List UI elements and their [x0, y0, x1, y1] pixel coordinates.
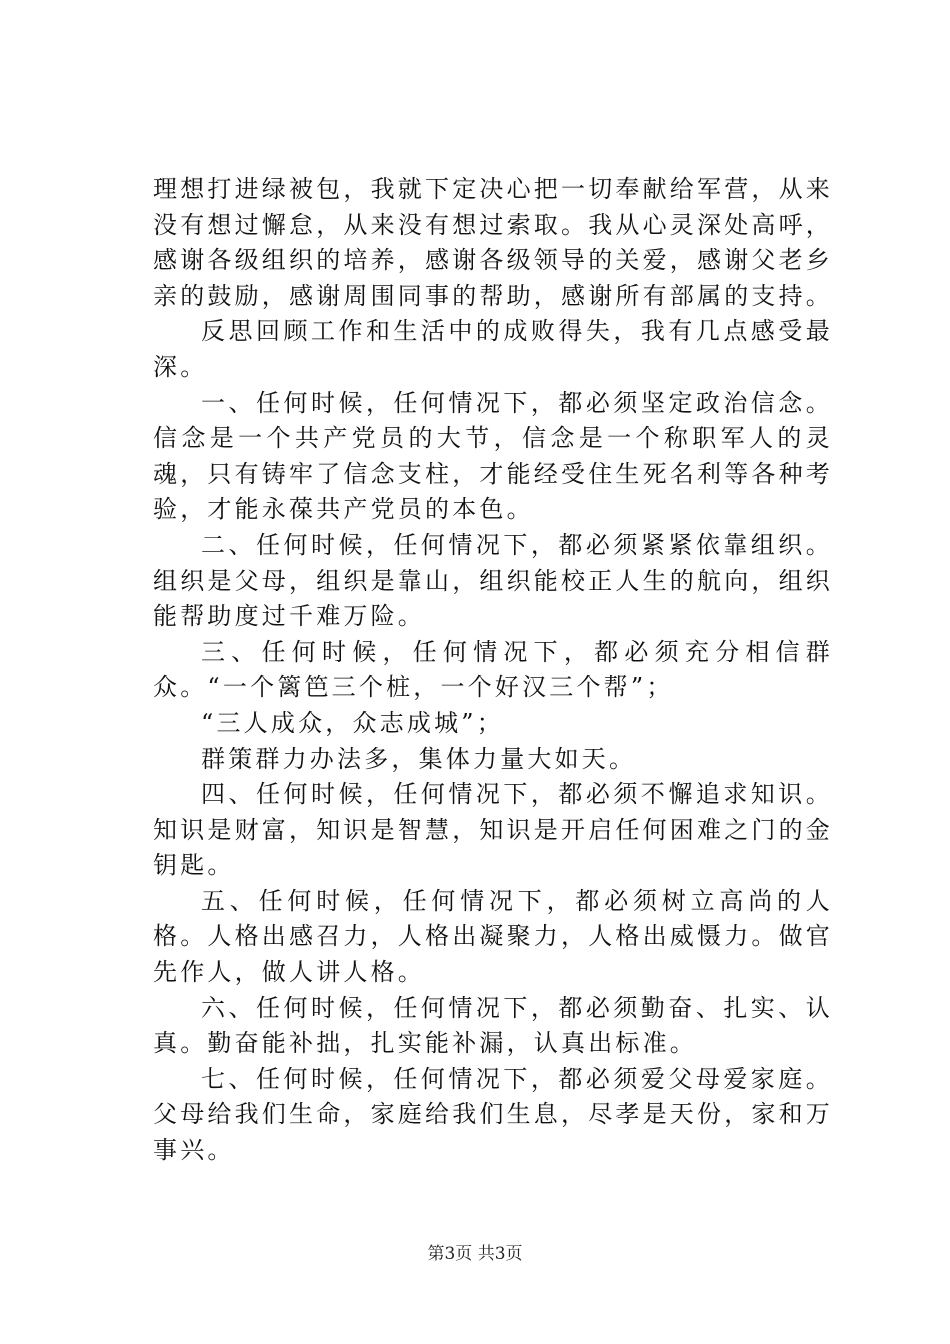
- paragraph-quote: “三人成众，众志成城”；: [201, 708, 504, 737]
- document-body: [153, 172, 833, 1169]
- paragraph-point-1: 一、任何时候，任何情况下，都必须坚定政治信念。信念是一个共产党员的大节，信念是一个称职军人的灵魂，只有铸牢了信念支柱，才能经受住生死名利等各种考验，才能永葆共产党员的本色。: [153, 388, 833, 524]
- paragraph-point-6: 六、任何时候，任何情况下，都必须勤奋、扎实、认真。勤奋能补拙，扎实能补漏，认真出标准。: [153, 993, 833, 1058]
- paragraph-point-7: 七、任何时候，任何情况下，都必须爱父母爱家庭。父母给我们生命，家庭给我们生息，尽孝是天份，家和万事兴。: [153, 1064, 833, 1165]
- paragraph-continuation: 理想打进绿被包，我就下定决心把一切奉献给军营，从来没有想过懈怠，从来没有想过索取。我从心灵深处高呼，感谢各级组织的培养，感谢各级领导的关爱，感谢父老乡亲的鼓励，感谢周围同事的帮助，感谢所有部属的支持。: [153, 175, 833, 310]
- paragraph-point-5: 五、任何时候，任何情况下，都必须树立高尚的人格。人格出感召力，人格出凝聚力，人格出威慑力。做官先作人，做人讲人格。: [153, 886, 833, 987]
- paragraph-point-4: 四、任何时候，任何情况下，都必须不懈追求知识。知识是财富，知识是智慧，知识是开启任何困难之门的金钥匙。: [153, 780, 833, 880]
- paragraph-reflection-intro: 反思回顾工作和生活中的成败得失，我有几点感受最深。: [153, 317, 833, 381]
- paragraph-collective: 群策群力办法多，集体力量大如天。: [201, 744, 637, 773]
- page-number-footer: 第3页 共3页: [427, 1244, 523, 1264]
- paragraph-point-2: 二、任何时候，任何情况下，都必须紧紧依靠组织。组织是父母，组织是靠山，组织能校正人生的航向，组织能帮助度过千难万险。: [153, 530, 833, 631]
- paragraph-point-3: 三、任何时候，任何情况下，都必须充分相信群众。“一个篱笆三个桩，一个好汉三个帮”；: [153, 637, 833, 702]
